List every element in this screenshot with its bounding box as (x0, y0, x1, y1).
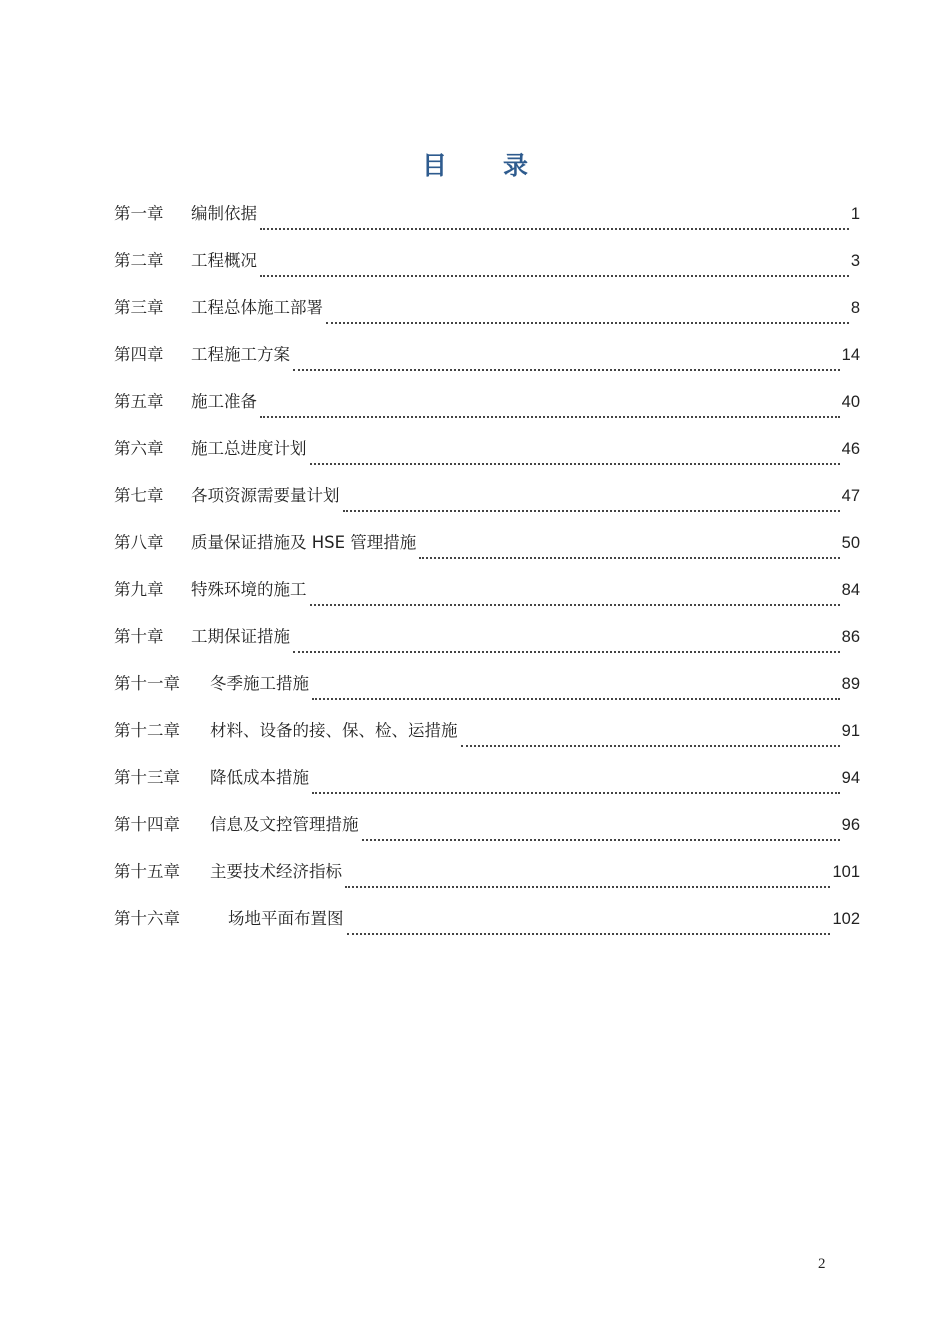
toc-chapter-number: 第八章 (114, 533, 164, 552)
dot-leader (312, 772, 840, 794)
toc-chapter-number: 第一章 (114, 204, 164, 223)
dot-leader (293, 631, 840, 653)
toc-entry-16[interactable] (114, 905, 860, 952)
toc-page-number: 91 (841, 722, 860, 740)
toc-chapter-title: 工期保证措施 (191, 627, 290, 646)
toc-chapter-title: 降低成本措施 (210, 768, 309, 787)
toc-chapter-number: 第十四章 (114, 815, 180, 834)
toc-entry-3[interactable] (114, 294, 860, 341)
dot-leader (310, 443, 840, 465)
dot-leader (345, 866, 830, 888)
table-of-contents (114, 200, 860, 952)
toc-chapter-title: 主要技术经济指标 (210, 862, 342, 881)
toc-page-number: 89 (841, 675, 860, 693)
toc-entry-9[interactable] (114, 576, 860, 623)
dot-leader (312, 678, 840, 700)
toc-entry-2[interactable] (114, 247, 860, 294)
toc-page-number: 101 (832, 863, 860, 881)
toc-chapter-number: 第四章 (114, 345, 164, 364)
toc-chapter-title: 工程施工方案 (191, 345, 290, 364)
toc-entry-5[interactable] (114, 388, 860, 435)
toc-heading (0, 146, 950, 182)
toc-chapter-number: 第六章 (114, 439, 164, 458)
toc-chapter-title: 各项资源需要量计划 (191, 486, 340, 505)
toc-chapter-number: 第十一章 (114, 674, 180, 693)
toc-chapter-title: 冬季施工措施 (210, 674, 309, 693)
toc-page-number: 40 (841, 393, 860, 411)
toc-entry-7[interactable] (114, 482, 860, 529)
dot-leader (362, 819, 840, 841)
toc-page-number: 46 (841, 440, 860, 458)
toc-page-number: 8 (850, 299, 860, 317)
toc-entry-15[interactable] (114, 858, 860, 905)
toc-entry-13[interactable] (114, 764, 860, 811)
dot-leader (343, 490, 840, 512)
toc-heading-char-2: 录 (503, 151, 529, 180)
toc-chapter-number: 第十三章 (114, 768, 180, 787)
toc-chapter-title: 特殊环境的施工 (191, 580, 307, 599)
toc-entry-10[interactable] (114, 623, 860, 670)
toc-entry-1[interactable] (114, 200, 860, 247)
toc-page-number: 47 (841, 487, 860, 505)
toc-page-number: 1 (850, 205, 860, 223)
dot-leader (347, 913, 831, 935)
toc-chapter-title: 材料、设备的接、保、检、运措施 (210, 721, 458, 740)
toc-page-number: 3 (850, 252, 860, 270)
toc-page-number: 86 (841, 628, 860, 646)
toc-chapter-title: 工程总体施工部署 (191, 298, 323, 317)
toc-chapter-number: 第十二章 (114, 721, 180, 740)
dot-leader (260, 396, 840, 418)
toc-page-number: 94 (841, 769, 860, 787)
toc-entry-4[interactable] (114, 341, 860, 388)
toc-chapter-number: 第十五章 (114, 862, 180, 881)
toc-chapter-number: 第十六章 (114, 909, 180, 928)
toc-chapter-number: 第十章 (114, 627, 164, 646)
toc-chapter-number: 第二章 (114, 251, 164, 270)
toc-chapter-title: 质量保证措施及 HSE 管理措施 (191, 533, 417, 552)
toc-entry-11[interactable] (114, 670, 860, 717)
toc-chapter-number: 第五章 (114, 392, 164, 411)
toc-entry-14[interactable] (114, 811, 860, 858)
dot-leader (310, 584, 840, 606)
toc-page-number: 14 (841, 346, 860, 364)
dot-leader (461, 725, 840, 747)
dot-leader (260, 208, 849, 230)
page-number: 2 (818, 1256, 826, 1272)
toc-chapter-title: 编制依据 (191, 204, 257, 223)
toc-chapter-number: 第七章 (114, 486, 164, 505)
toc-chapter-title: 场地平面布置图 (228, 909, 344, 928)
toc-chapter-title: 施工总进度计划 (191, 439, 307, 458)
dot-leader (326, 302, 849, 324)
toc-entry-12[interactable] (114, 717, 860, 764)
toc-entry-8[interactable] (114, 529, 860, 576)
dot-leader (293, 349, 840, 371)
toc-chapter-title: 施工准备 (191, 392, 257, 411)
dot-leader (419, 537, 839, 559)
toc-chapter-title: 信息及文控管理措施 (210, 815, 359, 834)
toc-heading-char-1: 目 (421, 151, 447, 180)
toc-page-number: 96 (841, 816, 860, 834)
toc-chapter-number: 第三章 (114, 298, 164, 317)
toc-page-number: 50 (841, 534, 860, 552)
toc-entry-6[interactable] (114, 435, 860, 482)
toc-chapter-number: 第九章 (114, 580, 164, 599)
toc-page-number: 84 (841, 581, 860, 599)
toc-page-number: 102 (832, 910, 860, 928)
dot-leader (260, 255, 849, 277)
toc-chapter-title: 工程概况 (191, 251, 257, 270)
